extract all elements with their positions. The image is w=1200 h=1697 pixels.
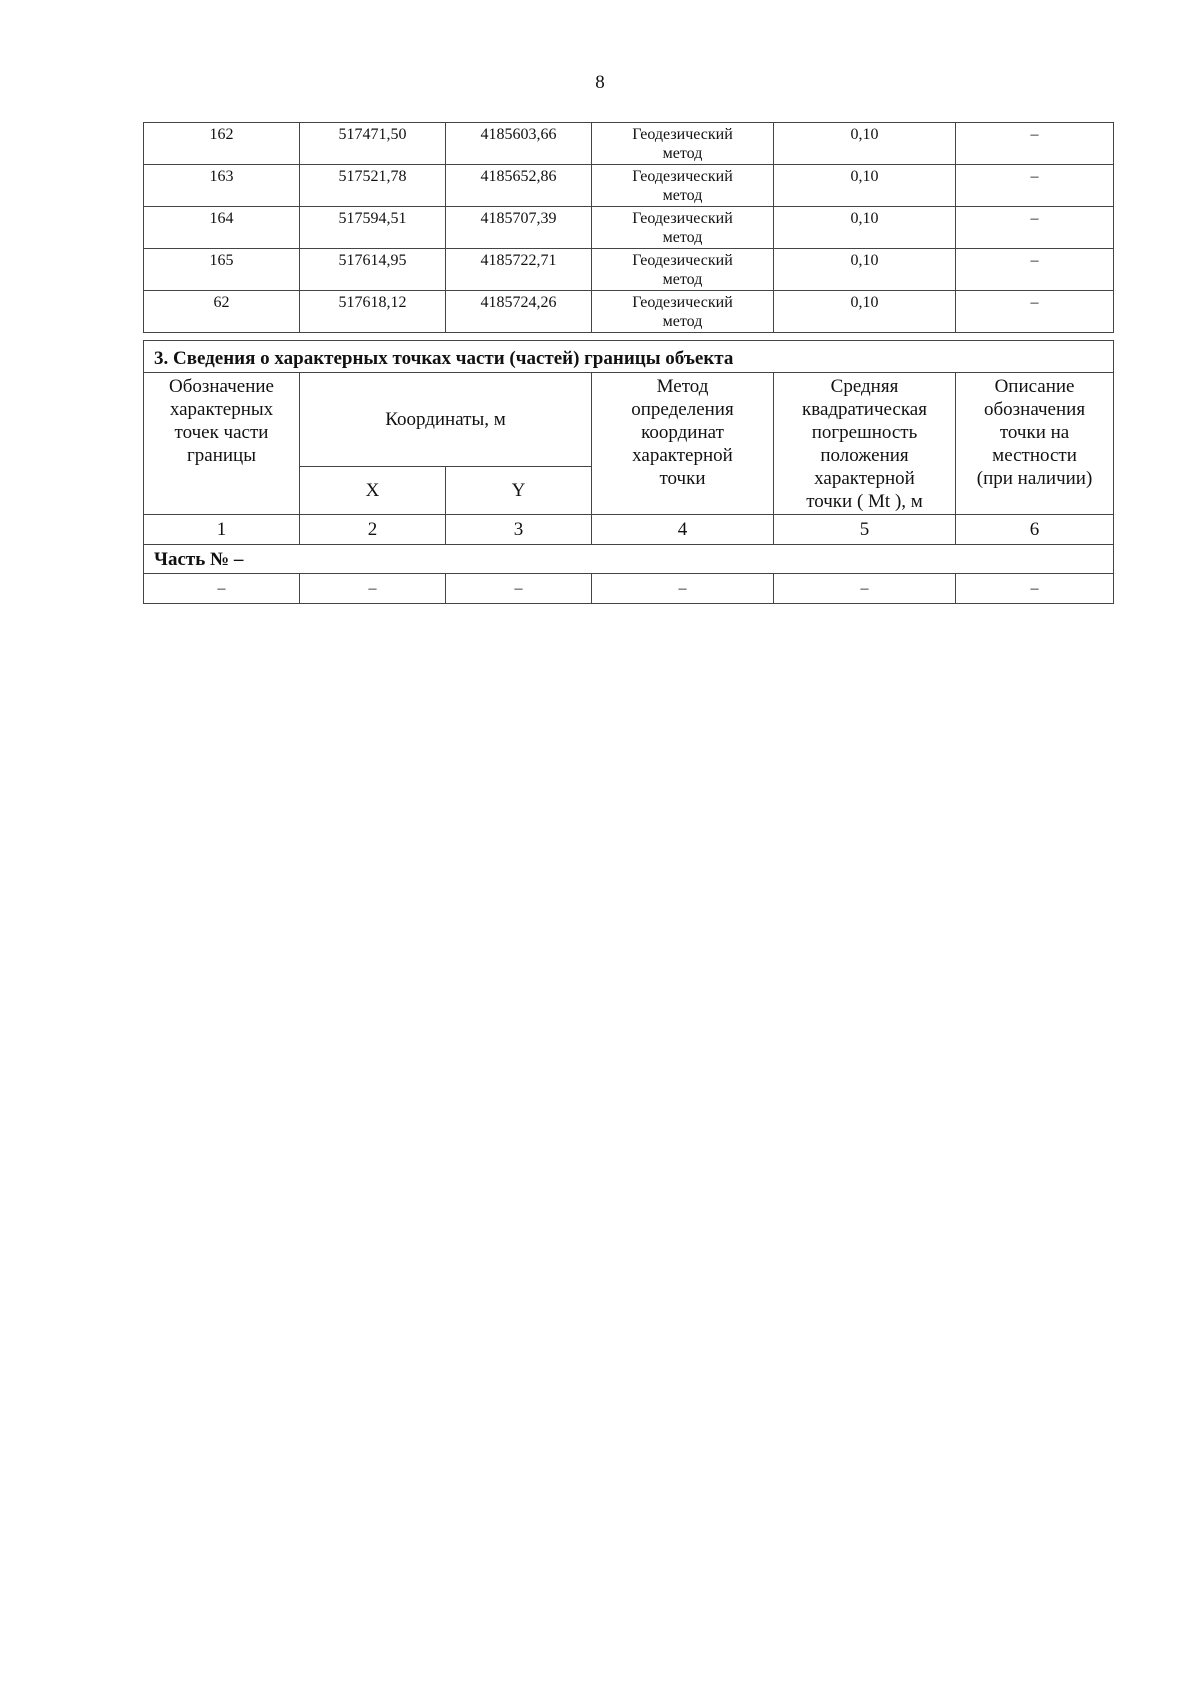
- point-x: 517618,12: [300, 291, 446, 333]
- table-row: [144, 165, 1114, 207]
- header-description: [956, 373, 1114, 515]
- header-line: (при наличии): [976, 468, 1093, 489]
- empty-data-row: [144, 574, 1114, 604]
- point-method-line: Геодезический: [632, 210, 733, 227]
- point-method: [592, 165, 774, 207]
- point-id: 163: [144, 165, 300, 207]
- point-method: [592, 207, 774, 249]
- point-method: [592, 123, 774, 165]
- part-label: Часть № –: [144, 545, 1114, 574]
- point-x: 517594,51: [300, 207, 446, 249]
- point-error: 0,10: [774, 123, 956, 165]
- column-number: 3: [446, 515, 592, 545]
- point-y: 4185652,86: [446, 165, 592, 207]
- header-line: точки на: [999, 422, 1070, 443]
- empty-cell: –: [774, 574, 956, 604]
- point-method-line: метод: [662, 145, 703, 162]
- point-method-line: метод: [662, 313, 703, 330]
- column-number: 6: [956, 515, 1114, 545]
- empty-cell: –: [592, 574, 774, 604]
- empty-cell: –: [144, 574, 300, 604]
- point-description: –: [956, 165, 1114, 207]
- point-description: –: [956, 207, 1114, 249]
- header-error: [774, 373, 956, 515]
- point-id: 62: [144, 291, 300, 333]
- point-method-line: Геодезический: [632, 294, 733, 311]
- point-y: 4185724,26: [446, 291, 592, 333]
- header-line: Обозначение: [169, 376, 274, 397]
- table-row: [144, 207, 1114, 249]
- point-y: 4185722,71: [446, 249, 592, 291]
- point-method: [592, 291, 774, 333]
- header-line: обозначения: [983, 399, 1086, 420]
- column-number: 5: [774, 515, 956, 545]
- point-x: 517521,78: [300, 165, 446, 207]
- point-id: 165: [144, 249, 300, 291]
- header-line: местности: [992, 445, 1077, 466]
- point-error: 0,10: [774, 249, 956, 291]
- column-number: 4: [592, 515, 774, 545]
- empty-cell: –: [446, 574, 592, 604]
- point-method: [592, 249, 774, 291]
- header-line: определения: [631, 399, 734, 420]
- header-line: положения: [820, 445, 909, 466]
- section-title: 3. Сведения о характерных точках части (частей) границы объекта: [144, 341, 1114, 373]
- point-id: 162: [144, 123, 300, 165]
- header-line: квадратическая: [802, 399, 927, 420]
- header-line: характерной: [632, 445, 733, 466]
- header-coordinates: Координаты, м: [300, 373, 592, 467]
- column-number: 2: [300, 515, 446, 545]
- table-row: [144, 123, 1114, 165]
- column-number: 1: [144, 515, 300, 545]
- point-x: 517471,50: [300, 123, 446, 165]
- header-point-designation: [144, 373, 300, 515]
- point-description: –: [956, 249, 1114, 291]
- page-number: 8: [595, 72, 605, 93]
- point-id: 164: [144, 207, 300, 249]
- point-method-line: Геодезический: [632, 168, 733, 185]
- point-method-line: метод: [662, 187, 703, 204]
- point-y: 4185603,66: [446, 123, 592, 165]
- point-method-line: метод: [662, 271, 703, 288]
- point-error: 0,10: [774, 207, 956, 249]
- point-x: 517614,95: [300, 249, 446, 291]
- column-numbers-row: [144, 515, 1114, 545]
- header-line: точек части: [174, 422, 269, 443]
- part-boundary-points-table: [143, 340, 1114, 604]
- header-line: границы: [187, 445, 256, 466]
- header-method: [592, 373, 774, 515]
- header-x: X: [300, 467, 446, 515]
- characteristic-points-table: [143, 122, 1114, 333]
- point-method-line: Геодезический: [632, 126, 733, 143]
- header-line: Метод: [656, 376, 709, 397]
- header-line: Описание: [994, 376, 1075, 397]
- header-line: точки ( Mt ), м: [806, 491, 923, 512]
- point-y: 4185707,39: [446, 207, 592, 249]
- header-line: погрешность: [811, 422, 918, 443]
- point-description: –: [956, 123, 1114, 165]
- point-error: 0,10: [774, 165, 956, 207]
- point-description: –: [956, 291, 1114, 333]
- header-line: характерных: [169, 399, 274, 420]
- table-row: [144, 249, 1114, 291]
- empty-cell: –: [956, 574, 1114, 604]
- empty-cell: –: [300, 574, 446, 604]
- header-line: координат: [641, 422, 724, 443]
- header-line: точки: [659, 468, 706, 489]
- point-method-line: метод: [662, 229, 703, 246]
- table-row: [144, 291, 1114, 333]
- header-line: Средняя: [830, 376, 899, 397]
- point-method-line: Геодезический: [632, 252, 733, 269]
- header-y: Y: [446, 467, 592, 515]
- header-line: характерной: [814, 468, 915, 489]
- point-error: 0,10: [774, 291, 956, 333]
